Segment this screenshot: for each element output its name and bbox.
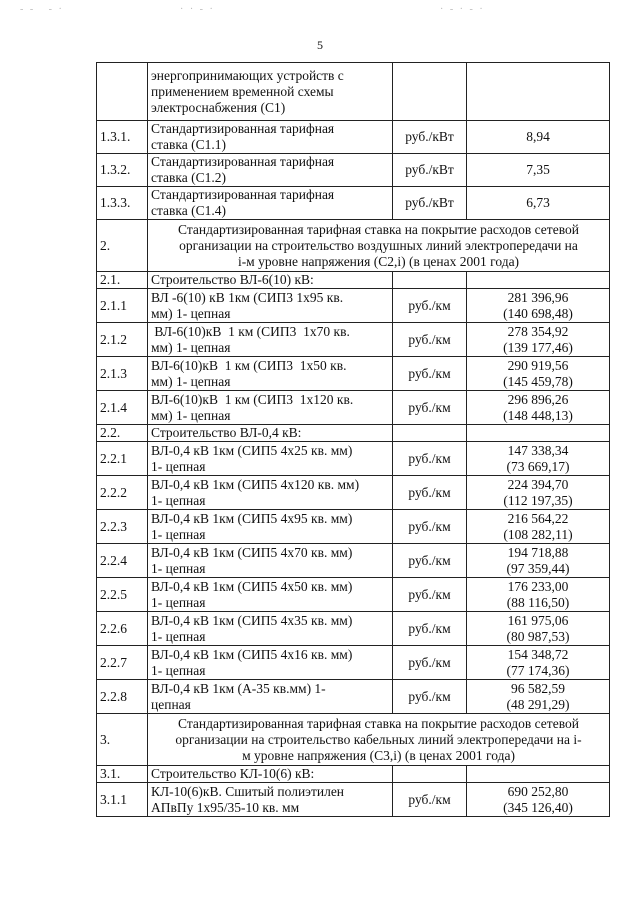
value-line: (148 448,13): [503, 407, 573, 423]
row-number: 2.1.1: [97, 289, 148, 323]
table-row: [97, 578, 610, 612]
value-line: (140 698,48): [503, 305, 573, 321]
item-name-line: ВЛ-0,4 кВ 1км (СИП5 4х120 кв. мм): [151, 476, 360, 492]
item-name-line: ВЛ-6(10)кВ 1 км (СИП3 1х70 кв.: [151, 323, 350, 339]
item-name: [148, 510, 393, 544]
table-row: [97, 272, 610, 289]
scan-artifact-right: · - · - ·: [440, 4, 485, 15]
item-name-line: 1- цепная: [151, 594, 206, 610]
row-number: 2.: [97, 220, 148, 272]
item-name: [148, 646, 393, 680]
section-title-line: организации на строительство воздушных линий электропередачи на: [179, 237, 578, 253]
value-line: 96 582,59: [511, 680, 565, 696]
unit-cell: руб./км: [393, 544, 467, 578]
scan-artifact-left: - - - ·: [20, 4, 64, 15]
unit-cell: руб./км: [393, 357, 467, 391]
value-line: 290 919,56: [507, 357, 569, 373]
unit-cell: [393, 425, 467, 442]
unit-cell: руб./кВт: [393, 154, 467, 187]
page-number: 5: [317, 38, 323, 52]
row-number: 2.1.4: [97, 391, 148, 425]
row-number: [97, 63, 148, 121]
row-number: 2.2.3: [97, 510, 148, 544]
value-cell: [467, 510, 610, 544]
table-row: [97, 357, 610, 391]
unit-cell: [393, 766, 467, 783]
section-row: [97, 220, 610, 272]
scan-artifact-mid: · · - ·: [180, 4, 215, 15]
item-name-line: 1- цепная: [151, 560, 206, 576]
item-name: [148, 272, 393, 289]
value-cell: [467, 544, 610, 578]
value-line: 154 348,72: [507, 646, 569, 662]
value-line: (112 197,35): [503, 492, 573, 508]
table-row: [97, 442, 610, 476]
item-name-line: применением временной схемы: [151, 83, 334, 99]
item-name: [148, 391, 393, 425]
section-title-line: i-м уровне напряжения (С2,i) (в ценах 2001 года): [237, 253, 520, 269]
item-name: [148, 121, 393, 154]
item-name-line: ВЛ-0,4 кВ 1км (СИП5 4х95 кв. мм): [151, 510, 353, 526]
item-name-line: Стандартизированная тарифная: [151, 154, 335, 169]
table-row: [97, 63, 610, 121]
item-name: [148, 425, 393, 442]
unit-cell: руб./км: [393, 476, 467, 510]
table-row: [97, 783, 610, 817]
value-line: 224 394,70: [507, 476, 569, 492]
value-line: 161 975,06: [507, 612, 569, 628]
value-line: 8,94: [526, 129, 550, 144]
value-cell: [467, 578, 610, 612]
value-line: 147 338,34: [507, 442, 569, 458]
row-number: 3.1.1: [97, 783, 148, 817]
item-name: [148, 612, 393, 646]
unit-cell: руб./км: [393, 646, 467, 680]
item-name-line: ВЛ-0,4 кВ 1км (СИП5 4х25 кв. мм): [151, 442, 353, 458]
row-number: 2.1.2: [97, 323, 148, 357]
item-name: [148, 289, 393, 323]
value-cell: [467, 323, 610, 357]
row-number: 2.1.: [97, 272, 148, 289]
unit-cell: руб./км: [393, 783, 467, 817]
row-number: 1.3.1.: [97, 121, 148, 154]
value-line: (145 459,78): [503, 373, 573, 389]
item-name-line: ставка (С1.1): [151, 137, 227, 152]
item-name: [148, 154, 393, 187]
item-name-line: Строительство ВЛ-6(10) кВ:: [151, 272, 314, 287]
item-name: [148, 187, 393, 220]
value-line: 278 354,92: [507, 323, 569, 339]
value-cell: [467, 357, 610, 391]
item-name: [148, 578, 393, 612]
item-name-line: электроснабжения (С1): [151, 99, 286, 115]
row-number: 2.1.3: [97, 357, 148, 391]
table-row: [97, 510, 610, 544]
unit-cell: руб./км: [393, 612, 467, 646]
item-name-line: ВЛ-6(10)кВ 1 км (СИП3 1х50 кв.: [151, 357, 347, 373]
table-row: [97, 391, 610, 425]
item-name-line: ставка (С1.4): [151, 203, 227, 218]
value-line: (77 174,36): [506, 662, 570, 678]
row-number: 2.2.2: [97, 476, 148, 510]
section-title-line: Стандартизированная тарифная ставка на покрытие расходов сетевой: [178, 221, 579, 237]
value-cell: [467, 766, 610, 783]
section-row: [97, 714, 610, 766]
value-cell: [467, 154, 610, 187]
value-line: 194 718,88: [507, 544, 569, 560]
table-row: [97, 612, 610, 646]
value-cell: [467, 783, 610, 817]
value-cell: [467, 425, 610, 442]
value-line: 6,73: [526, 195, 550, 210]
row-number: 2.2.8: [97, 680, 148, 714]
unit-cell: руб./км: [393, 391, 467, 425]
item-name-line: мм) 1- цепная: [151, 407, 231, 423]
row-number: 1.3.2.: [97, 154, 148, 187]
value-cell: [467, 63, 610, 121]
item-name-line: 1- цепная: [151, 492, 206, 508]
section-title-line: м уровне напряжения (С3,i) (в ценах 2001 года): [242, 747, 515, 763]
value-line: (97 359,44): [506, 560, 570, 576]
value-line: (88 116,50): [506, 594, 570, 610]
section-title-line: организации на строительство кабельных линий электропередачи на i-: [175, 731, 582, 747]
row-number: 2.2.: [97, 425, 148, 442]
table-row: [97, 289, 610, 323]
row-number: 1.3.3.: [97, 187, 148, 220]
item-name-line: КЛ-10(6)кВ. Сшитый полиэтилен: [151, 783, 345, 799]
table-row: [97, 121, 610, 154]
unit-cell: руб./кВт: [393, 121, 467, 154]
item-name-line: Стандартизированная тарифная: [151, 121, 335, 136]
table-row: [97, 476, 610, 510]
item-name-line: 1- цепная: [151, 662, 206, 678]
row-number: 2.2.5: [97, 578, 148, 612]
item-name-line: мм) 1- цепная: [151, 339, 231, 355]
item-name: [148, 783, 393, 817]
value-cell: [467, 680, 610, 714]
item-name-line: ВЛ-0,4 кВ 1км (А-35 кв.мм) 1-: [151, 680, 326, 696]
unit-cell: руб./км: [393, 323, 467, 357]
value-cell: [467, 121, 610, 154]
value-line: 7,35: [526, 162, 550, 177]
item-name-line: ВЛ-0,4 кВ 1км (СИП5 4х35 кв. мм): [151, 612, 353, 628]
value-line: (139 177,46): [503, 339, 573, 355]
item-name: [148, 442, 393, 476]
table-row: [97, 544, 610, 578]
row-number: 3.1.: [97, 766, 148, 783]
item-name-line: ВЛ-0,4 кВ 1км (СИП5 4х70 кв. мм): [151, 544, 353, 560]
unit-cell: руб./км: [393, 442, 467, 476]
value-line: 296 896,26: [507, 391, 569, 407]
value-line: (345 126,40): [503, 799, 573, 815]
item-name-line: Строительство ВЛ-0,4 кВ:: [151, 425, 302, 440]
value-cell: [467, 272, 610, 289]
tariff-table: [96, 62, 610, 817]
item-name-line: ВЛ-0,4 кВ 1км (СИП5 4х16 кв. мм): [151, 646, 353, 662]
item-name-line: 1- цепная: [151, 526, 206, 542]
row-number: 2.2.4: [97, 544, 148, 578]
item-name-line: ВЛ -6(10) кВ 1км (СИП3 1х95 кв.: [151, 289, 344, 305]
unit-cell: руб./км: [393, 680, 467, 714]
value-cell: [467, 442, 610, 476]
value-cell: [467, 476, 610, 510]
value-cell: [467, 391, 610, 425]
value-line: (80 987,53): [506, 628, 570, 644]
value-line: (73 669,17): [506, 458, 570, 474]
tariff-table-body: [97, 63, 610, 817]
value-line: 216 564,22: [507, 510, 569, 526]
value-line: 281 396,96: [507, 289, 569, 305]
item-name-line: 1- цепная: [151, 458, 206, 474]
table-row: [97, 323, 610, 357]
value-line: (108 282,11): [503, 526, 573, 542]
item-name-line: мм) 1- цепная: [151, 373, 231, 389]
unit-cell: руб./км: [393, 289, 467, 323]
value-cell: [467, 646, 610, 680]
table-row: [97, 425, 610, 442]
table-row: [97, 646, 610, 680]
unit-cell: руб./км: [393, 578, 467, 612]
table-row: [97, 766, 610, 783]
item-name-line: энергопринимающих устройств с: [151, 67, 344, 83]
table-row: [97, 154, 610, 187]
item-name: [148, 680, 393, 714]
item-name-line: Стандартизированная тарифная: [151, 187, 335, 202]
unit-cell: [393, 272, 467, 289]
item-name-line: АПвПу 1х95/35-10 кв. мм: [151, 799, 300, 815]
item-name: [148, 357, 393, 391]
value-line: 176 233,00: [507, 578, 569, 594]
value-cell: [467, 187, 610, 220]
item-name-line: Строительство КЛ-10(6) кВ:: [151, 766, 315, 781]
item-name-line: ставка (С1.2): [151, 170, 227, 185]
item-name-line: ВЛ-6(10)кВ 1 км (СИП3 1х120 кв.: [151, 391, 354, 407]
value-line: (48 291,29): [506, 696, 570, 712]
item-name: [148, 476, 393, 510]
item-name-line: ВЛ-0,4 кВ 1км (СИП5 4х50 кв. мм): [151, 578, 353, 594]
item-name-line: цепная: [151, 696, 191, 712]
value-cell: [467, 289, 610, 323]
row-number: 2.2.1: [97, 442, 148, 476]
section-title: [148, 714, 610, 766]
item-name: [148, 63, 393, 121]
item-name: [148, 323, 393, 357]
value-line: 690 252,80: [507, 783, 569, 799]
unit-cell: руб./км: [393, 510, 467, 544]
table-row: [97, 680, 610, 714]
item-name: [148, 766, 393, 783]
item-name: [148, 544, 393, 578]
value-cell: [467, 612, 610, 646]
unit-cell: руб./кВт: [393, 187, 467, 220]
unit-cell: [393, 63, 467, 121]
row-number: 2.2.6: [97, 612, 148, 646]
item-name-line: мм) 1- цепная: [151, 305, 231, 321]
section-title: [148, 220, 610, 272]
row-number: 2.2.7: [97, 646, 148, 680]
item-name-line: 1- цепная: [151, 628, 206, 644]
row-number: 3.: [97, 714, 148, 766]
table-row: [97, 187, 610, 220]
section-title-line: Стандартизированная тарифная ставка на покрытие расходов сетевой: [178, 715, 579, 731]
